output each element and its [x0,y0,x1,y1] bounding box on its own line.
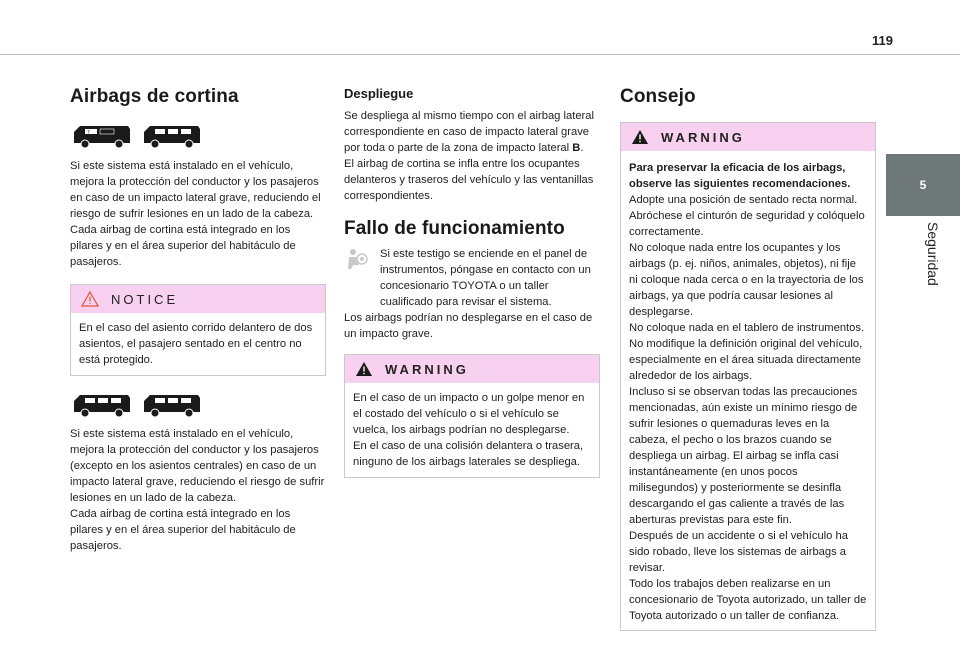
notice-heading: NOTICE [111,291,179,307]
advice-intro: Para preservar la eficacia de los airbags, observe las siguientes recomendaciones. [629,162,851,190]
header-divider [0,54,960,55]
vehicle-images-bottom [70,392,326,418]
page-number: 119 [872,33,893,48]
body-text: Si este sistema está instalado en el vehículo, mejora la protección del conductor y los pasajeros (excepto en los asientos centrales) en caso de un impacto lateral grave, reduciendo el riesgo de sufrir lesiones en un lado de la cabeza. [70,428,325,504]
advice-line: No coloque nada entre los ocupantes y los airbags (p. ej. niños, animales, objetos), ni fije ni coloque nada cerca o en la trayectoria de los airbags, ya que podría causar lesiones al desplegarse. [629,242,864,318]
body-text: El airbag de cortina se infla entre los ocupantes delanteros y traseros del vehículo y las ventanillas correspondientes. [344,158,594,202]
advice-warning-heading: WARNING [661,129,745,145]
advice-line: Todo los trabajos deben realizarse en un concesionario de Toyota autorizado, un taller de Toyota autorizado o un taller de confianza. [629,578,867,622]
section-title-malfunction: Fallo de funcionamiento [344,218,565,239]
van-icon [140,123,202,149]
malfunction-block [344,246,600,342]
body-text: Cada airbag de cortina está integrado en los pilares y en el área superior del habitáculo de pasajeros. [70,224,296,268]
section-title-advice: Consejo [620,86,696,107]
malfunction-text: Si este testigo se enciende en el panel de instrumentos, póngase en contacto con un concesionario TOYOTA o un taller cualificado para revisar el sistema. [380,248,591,308]
advice-line: No coloque nada en el tablero de instrumentos. [629,322,865,334]
body-text: Si este sistema está instalado en el vehículo, mejora la protección del conductor y los pasajeros en caso de un impacto lateral grave, reduciendo el riesgo de sufrir lesiones en un lado de la cabeza. [70,160,321,220]
airbag-warning-lamp-icon [344,247,370,271]
advice-line: Adopte una posición de sentado recta normal. [629,194,858,206]
advice-line: Incluso si se observan todas las precauciones mencionadas, aún existe un mínimo riesgo de sufrir lesiones o quemaduras leves en la cabeza, el pecho o los brazos cuando se despliega un airbag. El airbag se infla casi instantáneamente (en unos pocos milisegundos) y posteriormente se desinfla descargando el gas caliente a través de las aberturas previstas para este fin. [629,386,858,526]
warning-text: En el caso de una colisión delantera o trasera, ninguno de los airbags laterales se despliega. [353,440,584,468]
advice-warning-box [620,122,876,631]
advice-line: No modifique la definición original del vehículo, especialmente en el área situada directamente alrededor de los airbags. [629,338,863,382]
warning-text: En el caso de un impacto o un golpe menor en el costado del vehículo o si el vehículo se vuelca, los airbags podrían no desplegarse. [353,392,585,436]
body-text: Los airbags podrían no desplegarse en el caso de un impacto grave. [344,312,593,340]
section-title-deployment: Despliegue [344,86,414,101]
vehicle-images-top [70,123,326,149]
body-text [344,108,600,156]
right-column [620,86,876,631]
advice-line: Después de un accidente o si el vehículo ha sido robado, lleve los sistemas de airbags a revisar. [629,530,848,574]
notice-triangle-icon [81,291,99,307]
notice-header [71,285,325,313]
warning-triangle-icon [631,129,649,145]
impact-zone-label: B [572,142,581,154]
advice-line: Abróchese el cinturón de seguridad y colóquelo correctamente. [629,210,865,238]
warning-header [345,355,599,383]
advice-warning-header [621,123,875,151]
deploy-text-post: . [580,142,584,154]
svg-text:7: 7 [87,130,90,136]
chapter-tab[interactable] [886,154,960,216]
body-text: Cada airbag de cortina está integrado en los pilares y en el área superior del habitáculo de pasajeros. [70,508,296,552]
van-icon [70,123,132,149]
chapter-label: Seguridad [925,222,941,286]
warning-box [344,354,600,478]
chapter-number: 5 [919,178,927,192]
warning-triangle-icon [355,361,373,377]
van-icon [70,392,132,418]
notice-box [70,284,326,376]
middle-column [344,86,600,478]
van-icon [140,392,202,418]
section-title-curtain-airbags: Airbags de cortina [70,86,239,107]
notice-text: En el caso del asiento corrido delantero de dos asientos, el pasajero sentado en el centro no está protegido. [79,322,313,366]
deploy-text-pre: Se despliega al mismo tiempo con el airbag lateral correspondiente en caso de impacto lateral grave por toda o parte de la zona de impacto lateral [344,110,594,154]
left-column [70,86,326,554]
warning-heading: WARNING [385,361,469,377]
